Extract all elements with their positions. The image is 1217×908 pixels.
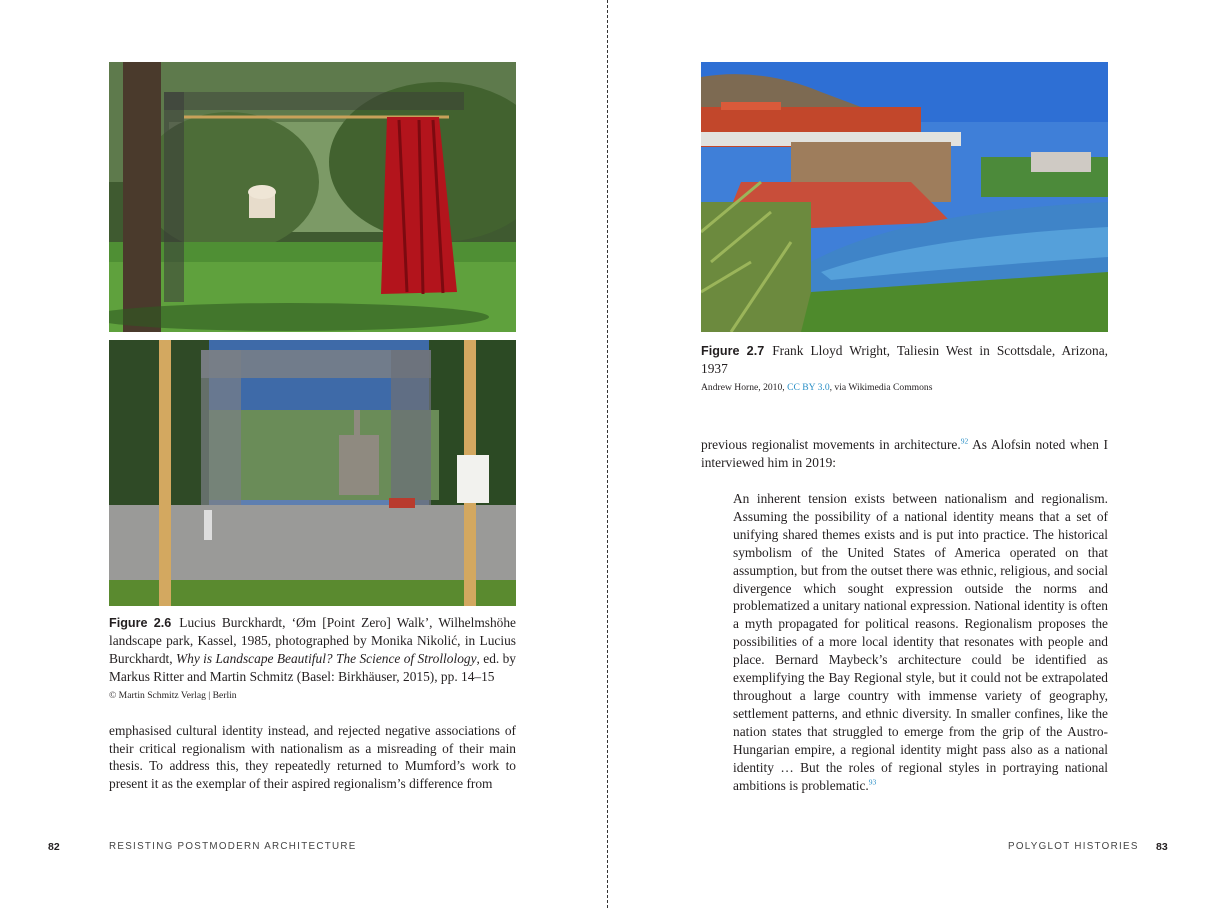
figure-2-6-book-title: Why is Landscape Beautiful? The Science of Strollology [175, 651, 477, 666]
figure-2-7-photo [701, 62, 1108, 332]
left-running-head: RESISTING POSTMODERN ARCHITECTURE [109, 841, 357, 852]
page-gutter [607, 0, 608, 908]
figure-2-6-label: Figure 2.6 [109, 616, 172, 630]
footnote-ref-92[interactable]: 92 [960, 436, 969, 446]
block-quote [733, 490, 1108, 794]
footnote-ref-93[interactable]: 93 [868, 777, 877, 787]
figure-2-6-credit: © Martin Schmitz Verlag | Berlin [109, 690, 237, 701]
left-body-paragraph: emphasised cultural identity instead, and rejected negative associations of their critical regionalism with nationalism as a misreading of their main thesis. To address this, they repeatedly returned to Mumford’s work to present it as the exemplar of their aspired regionalism’s difference from [109, 723, 516, 791]
right-body-text-continued: As Alofsin noted when I interviewed him in 2019: [701, 437, 1108, 470]
block-quote-text: An inherent tension exists between nationalism and regionalism. Assuming the possibility of a national identity means that a set of unifying shared themes exists and is put into practice. The historical symbolism of the United States of America operated on that assumption, but from the outset there was ethnic, religious, and social divergence which sought expression outside the norms and problematized a unitary national expression. National identity is often a myth propagated for political reasons. Regionalism proposes the possibilities of a more local identity that resonates with people and place. Bernard Maybeck’s architecture could be identified as exemplifying the Bay Regional style, but it could not be extrapolated throughout a large country with immense variety of geography, settlement patterns, and ethnic diversity. In smaller confines, like the nation states that struggled to emerge from the grip of the Austro-Hungarian empire, a regional identity might pass also as a national identity … But the roles of regional styles in portraying national ambitions is problematic. [733, 491, 1108, 793]
right-running-head: POLYGLOT HISTORIES [1008, 841, 1139, 852]
figure-2-6-bottom-photo [109, 340, 516, 606]
figure-2-6-top-photo [109, 62, 516, 332]
right-body-text: previous regionalist movements in architecture. [701, 437, 961, 452]
right-page-number: 83 [1156, 841, 1168, 853]
figure-2-7-caption-text: Frank Lloyd Wright, Taliesin West in Scottsdale, Arizona, 1937 [701, 343, 1108, 376]
figure-2-7-label: Figure 2.7 [701, 344, 765, 358]
license-link[interactable]: CC BY 3.0 [787, 382, 830, 393]
figure-2-6-caption [109, 614, 516, 686]
left-page-number: 82 [48, 841, 60, 853]
figure-2-7-credit-author: Andrew Horne, 2010, [701, 382, 788, 393]
right-body-paragraph [701, 436, 1108, 471]
figure-2-7-caption [701, 342, 1108, 378]
figure-2-6-caption-tail: , ed. by Markus Ritter and Martin Schmitz (Basel: Birkhäuser, 2015), pp. 14–15 [109, 651, 517, 684]
figure-2-7-credit-source: , via Wikimedia Commons [829, 382, 933, 393]
figure-2-6-caption-text: Lucius Burckhardt, ‘Øm [Point Zero] Walk’, Wilhelmshöhe landscape park, Kassel, 1985, photographed by Monika Nikolić, in Lucius Burckhardt, [109, 615, 516, 666]
figure-2-7-credit [701, 381, 1108, 394]
